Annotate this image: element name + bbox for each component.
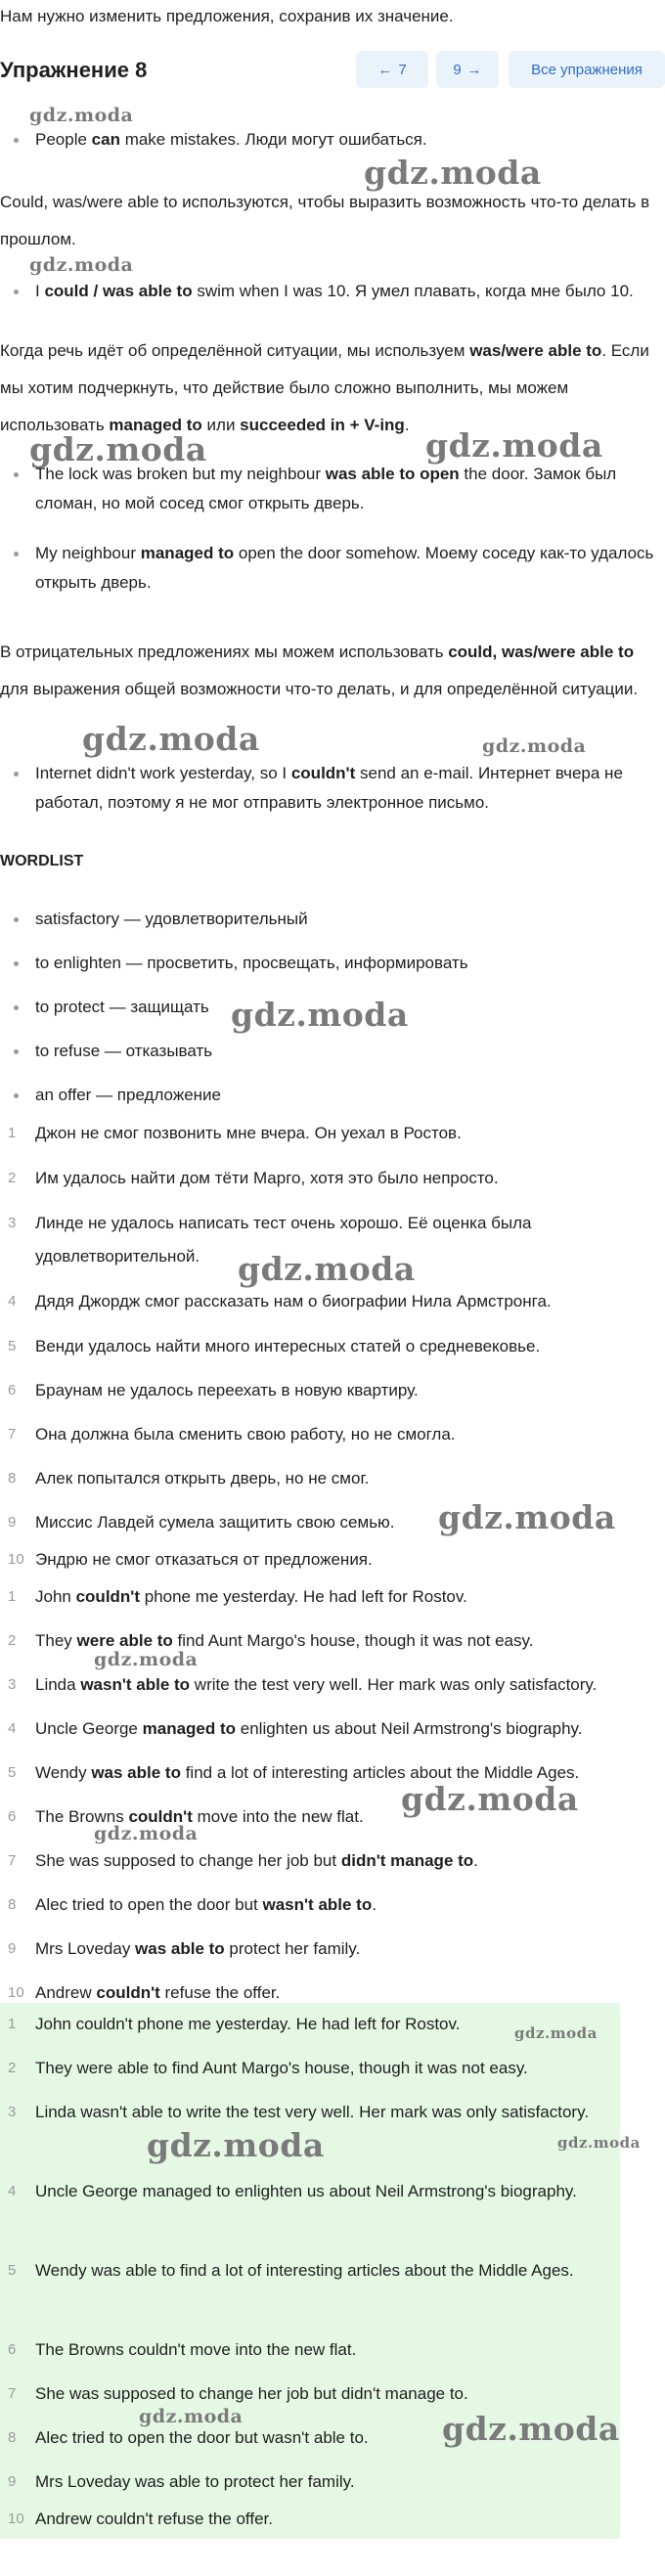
list-item: 4 Uncle George managed to enlighten us about Neil Armstrong's biography.: [8, 1719, 583, 1738]
all-exercises-label: Все упражнения: [531, 61, 643, 78]
rule-paragraph: В отрицательных предложениях мы можем использовать could, was/were able to для выражения общей возможности что-то делать, и для определённой ситуации.: [0, 643, 639, 698]
wordlist-item: an offer — предложение: [35, 1081, 221, 1110]
list-item: 6 Браунам не удалось переехать в новую квартиру.: [8, 1381, 419, 1399]
list-item: 5 Венди удалось найти много интересных статей о средневековье.: [8, 1337, 541, 1355]
example-item: People can make mistakes. Люди могут ошибаться.: [35, 125, 661, 155]
wordlist-item: to refuse — отказывать: [35, 1037, 212, 1066]
watermark: gdz.moda: [147, 2126, 325, 2164]
watermark: gdz.moda: [514, 2024, 598, 2042]
watermark: gdz.moda: [364, 154, 542, 192]
list-item: 2 Им удалось найти дом тёти Марго, хотя это было непросто.: [8, 1169, 499, 1187]
watermark: gdz.moda: [139, 2406, 244, 2427]
watermark: gdz.moda: [438, 1498, 616, 1536]
list-item: 3 Линде не удалось написать тест очень хорошо. Её оценка была удовлетворительной.: [8, 1214, 532, 1266]
list-item: 1 John couldn't phone me yesterday. He had left for Rostov.: [8, 1587, 467, 1606]
intro-text: Нам нужно изменить предложения, сохранив их значение.: [0, 7, 454, 25]
watermark: gdz.moda: [482, 735, 587, 757]
watermark: gdz.moda: [557, 2134, 641, 2152]
watermark: gdz.moda: [94, 1649, 199, 1670]
list-item: 7 Она должна была сменить свою работу, но не смогла.: [8, 1425, 456, 1443]
example-item: My neighbour managed to open the door somehow. Моему соседу как-то удалось открыть дверь.: [35, 539, 661, 598]
wordlist-heading: WORDLIST: [0, 853, 84, 869]
watermark: gdz.moda: [29, 105, 134, 126]
list-item: 2 They were able to find Aunt Margo's house, though it was not easy.: [8, 1631, 534, 1650]
watermark: gdz.moda: [238, 1250, 416, 1288]
all-exercises-button[interactable]: [509, 51, 665, 88]
prev-exercise-button[interactable]: [356, 51, 428, 88]
page-title: Упражнение 8: [0, 58, 148, 82]
example-item: I could / was able to swim when I was 10. Я умел плавать, когда мне было 10.: [35, 277, 661, 306]
answer-item: 5 Wendy was able to find a lot of interesting articles about the Middle Ages.: [8, 2261, 574, 2280]
list-item: 4 Дядя Джордж смог рассказать нам о биографии Нила Армстронга.: [8, 1292, 552, 1310]
answer-item: 6 The Browns couldn't move into the new flat.: [8, 2340, 357, 2359]
arrow-left-icon: ←: [377, 61, 393, 78]
list-item: 9 Миссис Лавдей сумела защитить свою семью.: [8, 1513, 395, 1532]
list-item: 10 Эндрю не смог отказаться от предложения.: [8, 1550, 373, 1569]
watermark: gdz.moda: [425, 426, 603, 465]
arrow-right-icon: →: [466, 61, 482, 78]
watermark: gdz.moda: [442, 2410, 620, 2448]
answer-item: 3 Linda wasn't able to write the test very well. Her mark was only satisfactory.: [8, 2103, 590, 2121]
wordlist-item: to enlighten — просветить, просвещать, информировать: [35, 949, 468, 978]
watermark: gdz.moda: [82, 720, 260, 758]
answer-item: 8 Alec tried to open the door but wasn't able to.: [8, 2428, 369, 2447]
answer-item: 7 She was supposed to change her job but didn't manage to.: [8, 2384, 468, 2403]
answer-item: 9 Mrs Loveday was able to protect her family.: [8, 2472, 355, 2491]
list-item: 10 Andrew couldn't refuse the offer.: [8, 1983, 281, 2002]
list-item: 8 Alec tried to open the door but wasn't able to.: [8, 1895, 377, 1914]
list-item: 5 Wendy was able to find a lot of interesting articles about the Middle Ages.: [8, 1763, 580, 1782]
next-exercise-label: 9: [453, 61, 462, 78]
answer-item: 1 John couldn't phone me yesterday. He had left for Rostov.: [8, 2015, 461, 2033]
watermark: gdz.moda: [401, 1780, 579, 1818]
rule-paragraph: Could, was/were able to используются, чтобы выразить возможность что-то делать в прошлом.: [0, 193, 650, 248]
list-item: 7 She was supposed to change her job but didn't manage to.: [8, 1851, 478, 1870]
list-item: 6 The Browns couldn't move into the new flat.: [8, 1807, 364, 1826]
list-item: 8 Алек попытался открыть дверь, но не смог.: [8, 1469, 370, 1488]
wordlist-item: to protect — защищать: [35, 993, 209, 1022]
watermark: gdz.moda: [231, 996, 409, 1034]
example-item: Internet didn't work yesterday, so I couldn't send an e-mail. Интернет вчера не работал, поэтому я не мог отправить электронное письмо.: [35, 759, 661, 818]
list-item: 3 Linda wasn't able to write the test very well. Her mark was only satisfactory.: [8, 1675, 598, 1694]
answer-box: [0, 2003, 641, 2539]
watermark: gdz.moda: [29, 430, 207, 468]
watermark: gdz.moda: [29, 254, 134, 276]
wordlist-item: satisfactory — удовлетворительный: [35, 905, 308, 934]
list-item: 9 Mrs Loveday was able to protect her family.: [8, 1939, 361, 1958]
answer-item: 2 They were able to find Aunt Margo's house, though it was not easy.: [8, 2059, 528, 2077]
next-exercise-button[interactable]: [436, 51, 499, 88]
watermark: gdz.moda: [94, 1823, 199, 1844]
rule-paragraph: Когда речь идёт об определённой ситуации, мы используем was/were able to. Если мы хотим подчеркнуть, что действие было сложно выполнить, мы можем использовать managed to или succeeded in + V-ing.: [0, 341, 649, 434]
list-item: 1 Джон не смог позвонить мне вчера. Он уехал в Ростов.: [8, 1124, 462, 1142]
answer-item: 4 Uncle George managed to enlighten us about Neil Armstrong's biography.: [8, 2182, 577, 2200]
prev-exercise-label: 7: [398, 61, 407, 78]
example-item: The lock was broken but my neighbour was able to open the door. Замок был сломан, но мой сосед смог открыть дверь.: [35, 460, 661, 518]
answer-item: 10 Andrew couldn't refuse the offer.: [8, 2509, 273, 2528]
